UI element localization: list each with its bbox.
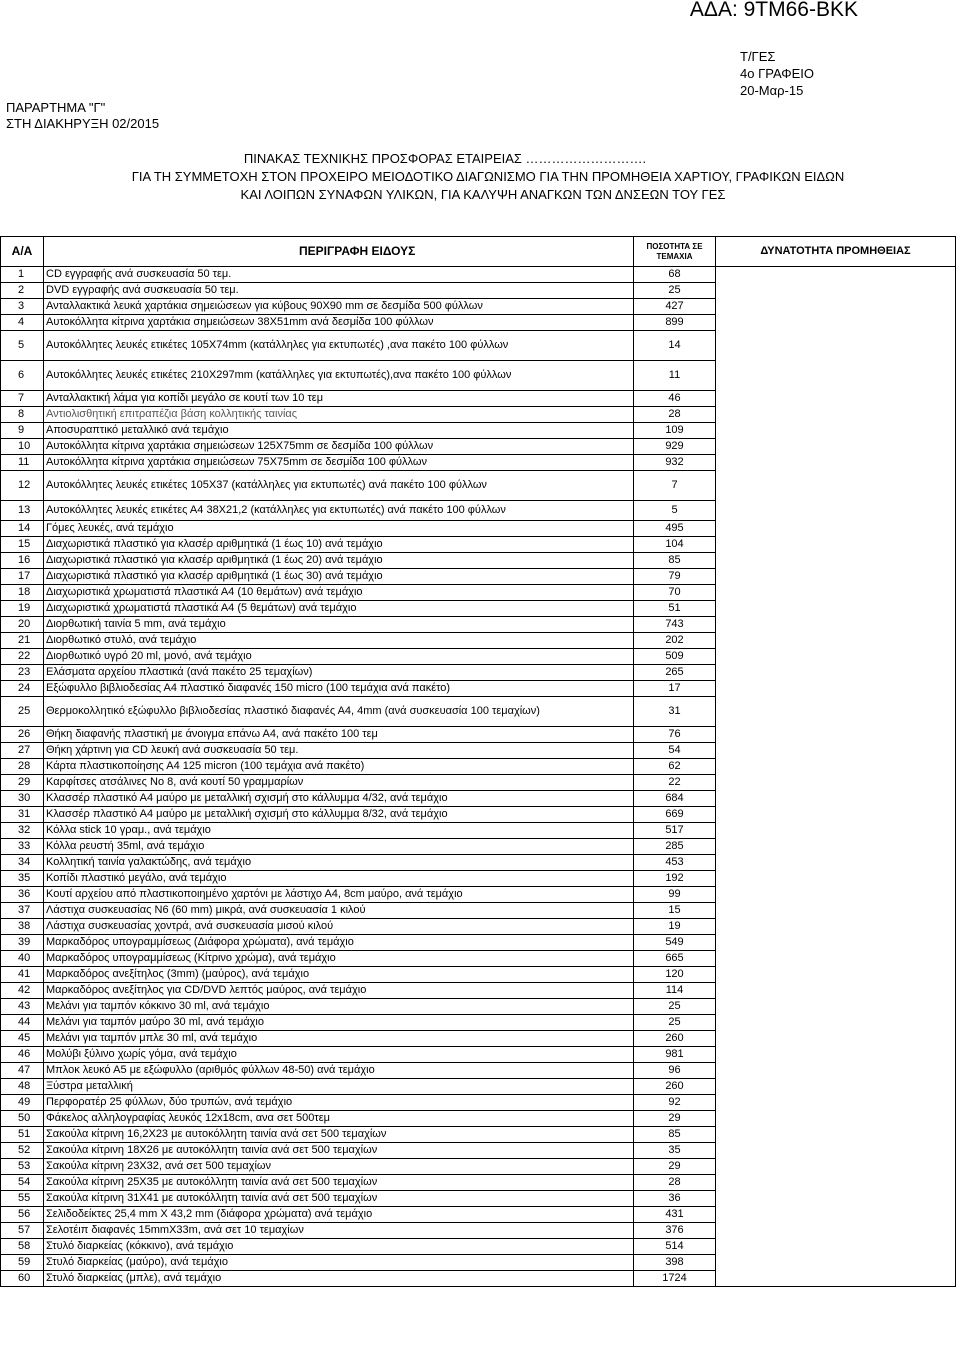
row-description: Αυτοκόλλητα κίτρινα χαρτάκια σημειώσεων 75Χ75mm σε δεσμίδα 100 φύλλων [44,455,634,471]
issuer-office: 4ο ΓΡΑΦΕΙΟ [740,66,815,81]
row-description: Αντιολισθητική επιτραπέζια βάση κολλητικής ταινίας [44,407,634,423]
row-number: 45 [1,1031,44,1047]
row-number: 36 [1,887,44,903]
document-titles [0,150,960,204]
row-quantity: 68 [634,267,716,283]
row-number: 28 [1,759,44,775]
row-description: Μαρκαδόρος υπογραμμίσεως (Διάφορα χρώματα), ανά τεμάχιο [44,935,634,951]
table-row [1,267,956,283]
row-quantity: 70 [634,585,716,601]
row-number: 10 [1,439,44,455]
row-description: Διορθωτικό υγρό 20 ml, μονό, ανά τεμάχιο [44,649,634,665]
row-description: Κουτί αρχείου από πλαστικοποιημένο χαρτόνι με λάστιχο Α4, 8cm μαύρο, ανά τεμάχιο [44,887,634,903]
row-description: Διορθωτική ταινία 5 mm, ανά τεμάχιο [44,617,634,633]
row-description: Γόμες λευκές, ανά τεμάχιο [44,521,634,537]
row-description: Διαχωριστικά πλαστικό για κλασέρ αριθμητικά (1 έως 10) ανά τεμάχιο [44,537,634,553]
issue-date: 20-Μαρ-15 [740,83,804,98]
row-description: Θήκη χάρτινη για CD λευκή ανά συσκευασία 50 τεμ. [44,743,634,759]
row-number: 5 [1,331,44,361]
row-description: Κλασσέρ πλαστικό Α4 μαύρο με μεταλλική σχισμή στο κάλλυμμα 8/32, ανά τεμάχιο [44,807,634,823]
row-description: Σελιδοδείκτες 25,4 mm Χ 43,2 mm (διάφορα χρώματα) ανά τεμάχιο [44,1207,634,1223]
row-number: 32 [1,823,44,839]
row-quantity: 25 [634,999,716,1015]
row-quantity: 285 [634,839,716,855]
row-quantity: 265 [634,665,716,681]
col-desc-header: ΠΕΡΙΓΡΑΦΗ ΕΙΔΟΥΣ [44,237,634,267]
row-description: Εξώφυλλο βιβλιοδεσίας Α4 πλαστικό διαφανές 150 micro (100 τεμάχια ανά πακέτο) [44,681,634,697]
row-description: Διαχωριστικά πλαστικό για κλασέρ αριθμητικά (1 έως 20) ανά τεμάχιο [44,553,634,569]
row-description: Σακούλα κίτρινη 23Χ32, ανά σετ 500 τεμαχίων [44,1159,634,1175]
title-line-2: ΓΙΑ ΤΗ ΣΥΜΜΕΤΟΧΗ ΣΤΟΝ ΠΡΟΧΕΙΡΟ ΜΕΙΟΔΟΤΙΚΟ ΔΙΑΓΩΝΙΣΜΟ ΓΙΑ ΤΗΝ ΠΡΟΜΗΘΕΙΑ ΧΑΡΤΙΟΥ, ΓΡΑΦΙΚΩΝ ΕΙΔΩΝ [131,169,845,184]
row-number: 4 [1,315,44,331]
row-number: 14 [1,521,44,537]
row-quantity: 25 [634,1015,716,1031]
row-number: 33 [1,839,44,855]
title-line-3: ΚΑΙ ΛΟΙΠΩΝ ΣΥΝΑΦΩΝ ΥΛΙΚΩΝ, ΓΙΑ ΚΑΛΥΨΗ ΑΝΑΓΚΩΝ ΤΩΝ ΔΝΣΕΩΝ ΤΟΥ ΓΕΣ [240,187,726,202]
row-number: 3 [1,299,44,315]
row-number: 20 [1,617,44,633]
row-number: 40 [1,951,44,967]
row-number: 58 [1,1239,44,1255]
row-number: 9 [1,423,44,439]
row-description: Θερμοκολλητικό εξώφυλλο βιβλιοδεσίας πλαστικό διαφανές Α4, 4mm (ανά συσκευασία 100 τεμαχίων) [44,697,634,727]
row-number: 1 [1,267,44,283]
annex-subtitle: ΣΤΗ ΔΙΑΚΗΡΥΞΗ 02/2015 [6,116,160,131]
row-quantity: 28 [634,407,716,423]
row-number: 34 [1,855,44,871]
row-number: 27 [1,743,44,759]
annex-label [6,100,159,132]
row-description: Στυλό διαρκείας (κόκκινο), ανά τεμάχιο [44,1239,634,1255]
row-quantity: 62 [634,759,716,775]
row-number: 22 [1,649,44,665]
row-quantity: 495 [634,521,716,537]
row-number: 39 [1,935,44,951]
row-description: Αυτοκόλλητες λευκές ετικέτες 105Χ37 (κατάλληλες για εκτυπωτές) ανά πακέτο 100 φύλλων [44,471,634,501]
row-number: 29 [1,775,44,791]
col-capacity-header: ΔΥΝΑΤΟΤΗΤΑ ΠΡΟΜΗΘΕΙΑΣ [716,237,956,267]
row-description: Αυτοκόλλητα κίτρινα χαρτάκια σημειώσεων 38Χ51mm ανά δεσμίδα 100 φύλλων [44,315,634,331]
issuer-unit: Τ/ΓΕΣ [740,49,776,64]
row-description: Μολύβι ξύλινο χωρίς γόμα, ανά τεμάχιο [44,1047,634,1063]
row-description: Λάστιχα συσκευασίας Ν6 (60 mm) μικρά, ανά συσκευασία 1 κιλού [44,903,634,919]
annex-title: ΠΑΡΑΡΤΗΜΑ "Γ" [6,100,106,115]
row-quantity: 104 [634,537,716,553]
row-quantity: 19 [634,919,716,935]
table-header-row [1,237,956,267]
row-quantity: 28 [634,1175,716,1191]
row-number: 8 [1,407,44,423]
row-number: 16 [1,553,44,569]
row-description: Ελάσματα αρχείου πλαστικά (ανά πακέτο 25 τεμαχίων) [44,665,634,681]
row-quantity: 36 [634,1191,716,1207]
row-description: Κλασσέρ πλαστικό Α4 μαύρο με μεταλλική σχισμή στο κάλλυμμα 4/32, ανά τεμάχιο [44,791,634,807]
row-quantity: 29 [634,1159,716,1175]
row-description: Ανταλλακτική λάμα για κοπίδι μεγάλο σε κουτί των 10 τεμ [44,391,634,407]
row-number: 15 [1,537,44,553]
row-number: 35 [1,871,44,887]
col-qty-header-line-1: ΠΟΣΟΤΗΤΑ ΣΕ [646,241,703,251]
row-description: DVD εγγραφής ανά συσκευασία 50 τεμ. [44,283,634,299]
row-quantity: 202 [634,633,716,649]
row-description: Μελάνι για ταμπόν κόκκινο 30 ml, ανά τεμάχιο [44,999,634,1015]
row-description: Σακούλα κίτρινη 31Χ41 με αυτοκόλλητη ταινία ανά σετ 500 τεμαχίων [44,1191,634,1207]
row-number: 60 [1,1271,44,1287]
row-quantity: 260 [634,1031,716,1047]
row-quantity: 981 [634,1047,716,1063]
row-quantity: 14 [634,331,716,361]
row-number: 48 [1,1079,44,1095]
row-number: 52 [1,1143,44,1159]
row-description: Διαχωριστικά χρωματιστά πλαστικά Α4 (5 θεμάτων) ανά τεμάχιο [44,601,634,617]
row-description: Καρφίτσες ατσάλινες Νο 8, ανά κουτί 50 γραμμαρίων [44,775,634,791]
row-quantity: 46 [634,391,716,407]
row-number: 49 [1,1095,44,1111]
row-number: 11 [1,455,44,471]
row-quantity: 192 [634,871,716,887]
row-quantity: 453 [634,855,716,871]
row-quantity: 376 [634,1223,716,1239]
row-description: Κοπίδι πλαστικό μεγάλο, ανά τεμάχιο [44,871,634,887]
row-quantity: 899 [634,315,716,331]
row-description: Αυτοκόλλητες λευκές ετικέτες 210Χ297mm (κατάλληλες για εκτυπωτές),ανα πακέτο 100 φύλλων [44,361,634,391]
row-quantity: 549 [634,935,716,951]
row-number: 44 [1,1015,44,1031]
row-description: Θήκη διαφανής πλαστική με άνοιγμα επάνω Α4, ανά πακέτο 100 τεμ [44,727,634,743]
row-quantity: 932 [634,455,716,471]
row-description: Αυτοκόλλητες λευκές ετικέτες Α4 38Χ21,2 (κατάλληλες για εκτυπωτές) ανά πακέτο 100 φύλλων [44,501,634,521]
row-description: Αποσυραπτικό μεταλλικό ανά τεμάχιο [44,423,634,439]
row-capacity [716,267,956,1287]
row-quantity: 7 [634,471,716,501]
row-description: Κόλλα ρευστή 35ml, ανά τεμάχιο [44,839,634,855]
row-description: Κολλητική ταινία γαλακτώδης, ανά τεμάχιο [44,855,634,871]
row-description: Στυλό διαρκείας (μαύρο), ανά τεμάχιο [44,1255,634,1271]
row-quantity: 29 [634,1111,716,1127]
row-quantity: 427 [634,299,716,315]
table-body [1,267,956,1287]
row-description: Ανταλλακτικά λευκά χαρτάκια σημειώσεων για κύβους 90Χ90 mm σε δεσμίδα 500 φύλλων [44,299,634,315]
row-quantity: 260 [634,1079,716,1095]
row-number: 17 [1,569,44,585]
row-quantity: 509 [634,649,716,665]
row-number: 42 [1,983,44,999]
row-description: Φάκελος αλληλογραφίας λευκός 12x18cm, ανα σετ 500τεμ [44,1111,634,1127]
row-number: 25 [1,697,44,727]
row-quantity: 96 [634,1063,716,1079]
row-number: 53 [1,1159,44,1175]
col-aa-header: Α/Α [1,237,44,267]
row-number: 23 [1,665,44,681]
row-quantity: 17 [634,681,716,697]
row-quantity: 109 [634,423,716,439]
ada-code: ΑΔΑ: 9ΤΜ66-ΒΚΚ [689,0,858,21]
row-quantity: 92 [634,1095,716,1111]
row-quantity: 85 [634,553,716,569]
offer-table [0,236,956,1287]
row-quantity: 684 [634,791,716,807]
row-number: 12 [1,471,44,501]
row-number: 18 [1,585,44,601]
row-number: 56 [1,1207,44,1223]
row-description: Κάρτα πλαστικοποίησης Α4 125 micron (100 τεμάχια ανά πακέτο) [44,759,634,775]
row-number: 7 [1,391,44,407]
row-quantity: 15 [634,903,716,919]
row-quantity: 669 [634,807,716,823]
row-description: Μαρκαδόρος ανεξίτηλος (3mm) (μαύρος), ανά τεμάχιο [44,967,634,983]
row-quantity: 514 [634,1239,716,1255]
row-quantity: 99 [634,887,716,903]
row-number: 38 [1,919,44,935]
row-number: 46 [1,1047,44,1063]
row-number: 50 [1,1111,44,1127]
row-number: 19 [1,601,44,617]
row-description: Μελάνι για ταμπόν μαύρο 30 ml, ανά τεμάχιο [44,1015,634,1031]
row-quantity: 665 [634,951,716,967]
row-quantity: 51 [634,601,716,617]
row-number: 41 [1,967,44,983]
row-description: Σελοτέιπ διαφανές 15mmΧ33m, ανά σετ 10 τεμαχίων [44,1223,634,1239]
row-description: Κόλλα stick 10 γραμ., ανά τεμάχιο [44,823,634,839]
row-quantity: 431 [634,1207,716,1223]
row-quantity: 31 [634,697,716,727]
row-description: Μπλοκ λευκό Α5 με εξώφυλλο (αριθμός φύλλων 48-50) ανά τεμάχιο [44,1063,634,1079]
row-quantity: 398 [634,1255,716,1271]
row-description: Στυλό διαρκείας (μπλε), ανά τεμάχιο [44,1271,634,1287]
row-number: 54 [1,1175,44,1191]
row-description: Μαρκαδόρος ανεξίτηλος για CD/DVD λεπτός μαύρος, ανά τεμάχιο [44,983,634,999]
row-quantity: 22 [634,775,716,791]
row-quantity: 79 [634,569,716,585]
row-number: 47 [1,1063,44,1079]
row-description: Αυτοκόλλητες λευκές ετικέτες 105Χ74mm (κατάλληλες για εκτυπωτές) ,ανα πακέτο 100 φύλλων [44,331,634,361]
row-quantity: 11 [634,361,716,391]
row-quantity: 743 [634,617,716,633]
row-description: Αυτοκόλλητα κίτρινα χαρτάκια σημειώσεων 125Χ75mm σε δεσμίδα 100 φύλλων [44,439,634,455]
row-number: 2 [1,283,44,299]
row-quantity: 76 [634,727,716,743]
col-qty-header [634,237,716,267]
issuer-block [740,48,814,99]
row-quantity: 517 [634,823,716,839]
row-quantity: 1724 [634,1271,716,1287]
row-number: 57 [1,1223,44,1239]
row-number: 37 [1,903,44,919]
row-number: 43 [1,999,44,1015]
row-number: 59 [1,1255,44,1271]
row-description: Σακούλα κίτρινη 18Χ26 με αυτοκόλλητη ταινία ανά σετ 500 τεμαχίων [44,1143,634,1159]
row-description: Διορθωτικό στυλό, ανά τεμάχιο [44,633,634,649]
row-description: Μελάνι για ταμπόν μπλε 30 ml, ανά τεμάχιο [44,1031,634,1047]
row-number: 21 [1,633,44,649]
row-number: 24 [1,681,44,697]
row-description: Σακούλα κίτρινη 25Χ35 με αυτοκόλλητη ταινία ανά σετ 500 τεμαχίων [44,1175,634,1191]
row-description: Διαχωριστικά χρωματιστά πλαστικά Α4 (10 θεμάτων) ανά τεμάχιο [44,585,634,601]
row-quantity: 5 [634,501,716,521]
row-number: 30 [1,791,44,807]
row-description: Ξύστρα μεταλλική [44,1079,634,1095]
col-qty-header-line-2: ΤΕΜΑΧΙΑ [656,251,693,261]
row-number: 6 [1,361,44,391]
row-description: Λάστιχα συσκευασίας χοντρά, ανά συσκευασία μισού κιλού [44,919,634,935]
row-description: Σακούλα κίτρινη 16,2Χ23 με αυτοκόλλητη ταινία ανά σετ 500 τεμαχίων [44,1127,634,1143]
row-quantity: 54 [634,743,716,759]
row-description: Περφορατέρ 25 φύλλων, δύο τρυπών, ανά τεμάχιο [44,1095,634,1111]
row-description: Μαρκαδόρος υπογραμμίσεως (Κίτρινο χρώμα), ανά τεμάχιο [44,951,634,967]
row-quantity: 120 [634,967,716,983]
row-quantity: 114 [634,983,716,999]
row-quantity: 85 [634,1127,716,1143]
row-quantity: 929 [634,439,716,455]
row-description: Διαχωριστικά πλαστικό για κλασέρ αριθμητικά (1 έως 30) ανά τεμάχιο [44,569,634,585]
row-number: 55 [1,1191,44,1207]
row-number: 31 [1,807,44,823]
title-line-1: ΠΙΝΑΚΑΣ ΤΕΧΝΙΚΗΣ ΠΡΟΣΦΟΡΑΣ ΕΤΑΙΡΕΙΑΣ ………………………. [243,151,647,166]
row-number: 13 [1,501,44,521]
row-quantity: 25 [634,283,716,299]
row-number: 26 [1,727,44,743]
row-number: 51 [1,1127,44,1143]
row-quantity: 35 [634,1143,716,1159]
row-description: CD εγγραφής ανά συσκευασία 50 τεμ. [44,267,634,283]
